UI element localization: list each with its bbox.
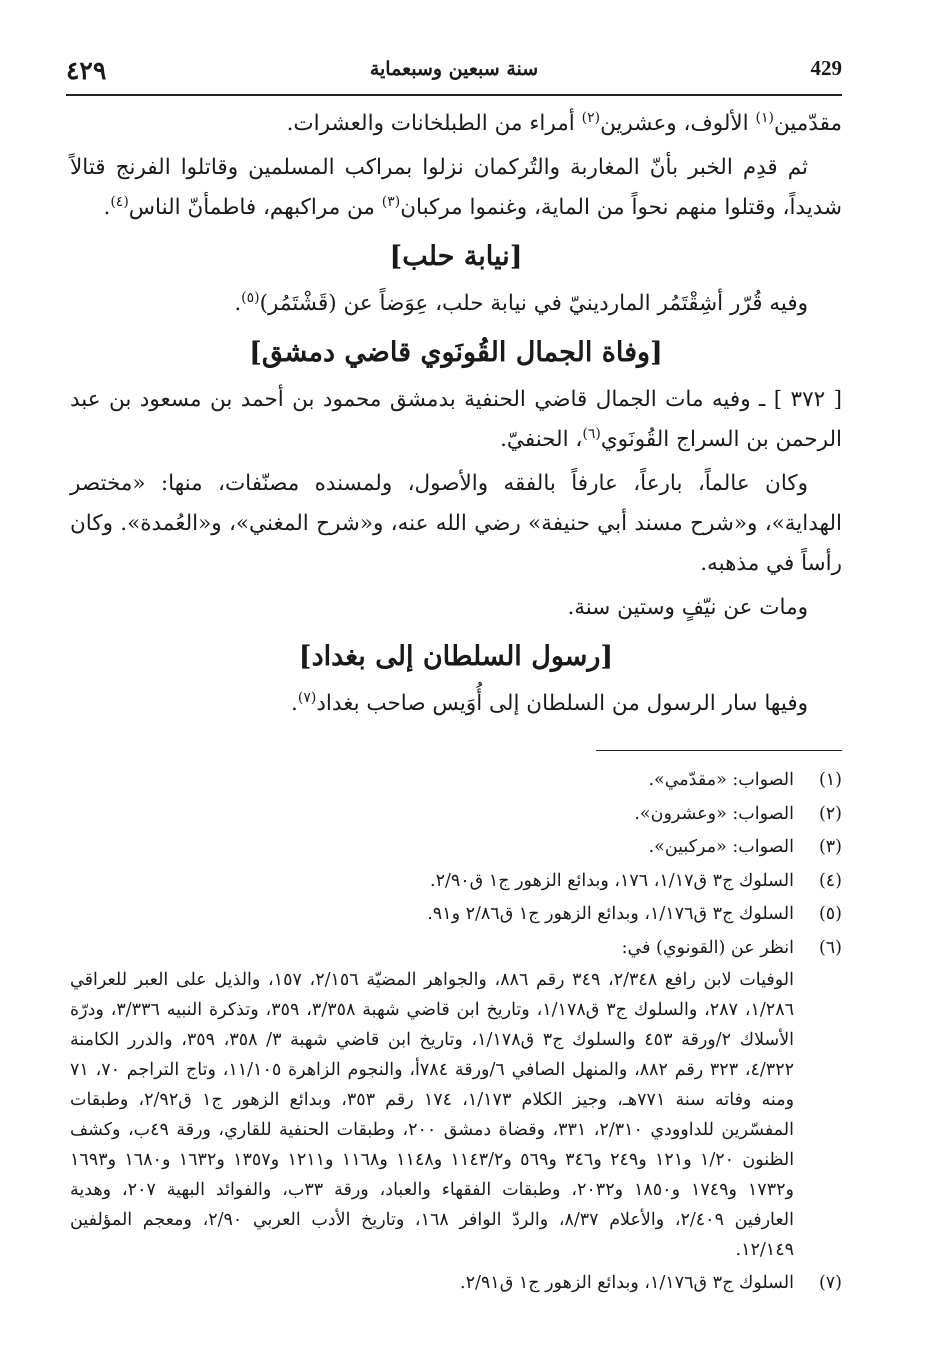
footnote-number: (٤) (818, 870, 842, 891)
text: أمراء من الطبلخانات والعشرات. (286, 111, 582, 136)
footnote-rule (596, 750, 842, 751)
text: مقدّمين (773, 111, 842, 136)
text: . (291, 691, 298, 716)
footnote-text: انظر عن (القونوي) في: (621, 937, 794, 958)
section-heading-aleppo: [نيابة حلب] (389, 241, 523, 272)
text: وفيها سار الرسول من السلطان إلى أُوَيس صاحب بغداد (316, 691, 808, 716)
main-text (70, 104, 842, 728)
footnote-number: (٦) (818, 937, 842, 958)
text: . (103, 195, 111, 220)
footnote-text: الصواب: «مقدّمي». (648, 770, 794, 790)
footnote-4 (70, 865, 842, 899)
running-title: سنة سبعين وسبعماية (369, 58, 539, 80)
paragraph-1 (70, 104, 842, 144)
text: ، الحنفيّ. (500, 427, 583, 452)
page-number-latin: 429 (810, 56, 842, 80)
footnote-ref-5[interactable]: (٥) (241, 289, 260, 306)
footnote-text: السلوك ج٣ ق١/١٧، ١٧٦، وبدائع الزهور ج١ ق٢/٩٠. (429, 870, 794, 891)
footnote-ref-2[interactable]: (٢) (581, 109, 601, 126)
text: . (234, 291, 242, 316)
footnote-text: الصواب: «مركبين». (648, 837, 794, 857)
footnote-text: السلوك ج٣ ق١/١٧٦، وبدائع الزهور ج١ ق٢/٩١. (460, 1273, 794, 1293)
footnote-number: (١) (818, 770, 842, 790)
paragraph-4 (70, 380, 842, 460)
running-header (66, 56, 842, 92)
footnote-number: (٧) (818, 1273, 842, 1293)
footnote-text: السلوك ج٣ ق١/١٧٦، وبدائع الزهور ج١ ق٢/٨٦ و٩١. (427, 904, 794, 924)
footnote-number: (٢) (818, 803, 842, 824)
footnote-ref-7[interactable]: (٧) (297, 689, 317, 706)
text: من مراكبهم، فاطمأنّ الناس (128, 195, 382, 220)
footnotes (70, 764, 842, 1301)
text: [ ٣٧٢ ] ـ وفيه مات الجمال قاضي الحنفية بدمشق محمود بن أحمد بن مسعود بن عبد الرحمن بن السراج القُونَوي (70, 387, 842, 452)
footnote-ref-1[interactable]: (١) (755, 109, 774, 126)
section-heading-qunawi: [وفاة الجمال القُونَوي قاضي دمشق] (249, 337, 663, 368)
footnote-2 (70, 798, 842, 832)
paragraph-6: ومات عن نيّفٍ وستين سنة. (567, 595, 808, 620)
footnote-6 (70, 932, 842, 966)
footnote-ref-6[interactable]: (٦) (582, 425, 601, 442)
paragraph-5: وكان عالماً، بارعاً، عارفاً بالفقه والأصول، ولمسنده مصنّفات، منها: «مختصر الهداية»، و«شرح مسند أبي حنيفة» رضي الله عنه، و«شرح المغني»، و«العُمدة». وكان رأساً في مذهبه. (70, 471, 842, 576)
text: الألوف، وعشرين (600, 111, 756, 136)
page-number-arabic: ٤٢٩ (66, 56, 107, 85)
footnote-6-references: الوفيات لابن رافع ٢/٣٤٨، ٣٤٩ رقم ٨٨٦، والجواهر المضيّة ٢/١٥٦، ١٥٧، والذيل على العبر للعراقي ١/٢٨٦، ٢٨٧، والسلوك ج٣ ق١/١٧٨، وتاريخ ابن قاضي شهبة ٣/٣٥٨، ٣٥٩، وتذكرة النبيه ٣/٣٣٦، ودرّة الأسلاك ٢/ورقة ٤٥٣ والسلوك ج٣ ق١/١٧٨، وتاريخ ابن قاضي شهبة ٣/ ٣٥٨، ٣٥٩، والدرر الكامنة ٤/٣٢٢، ٣٢٣ رقم ٨٨٢، والمنهل الصافي ٦/ورقة ٧٨٤أ، والنجوم الزاهرة ١١/١٠٥، وتاج التراجم ٧٠، ٧١ ومنه وفاته سنة ٧٧١هـ، وجيز الكلام ١/١٧٣، ١٧٤ رقم ٣٥٣، وبدائع الزهور ج١ ق٢/٩٢، وطبقات المفسّرين للداوودي ٢/٣١٠، ٣٣١، وقضاة دمشق ٢٠٠، وطبقات الحنفية للقاري، ورقة ٤٩ب، وكشف الظنون ١/٢٠ و١٢١ و٢٤٩ و٣٤٦ و٥٦٩ و١١٤٣/٢ و١١٤٨ و١١٦٨ و١٢١١ و١٣٥٧ و١٦٣٢ و١٦٨٠ و١٦٩٣ و١٧٣٢ و١٧٤٩ و١٨٥٠ و٢٠٣٢، وطبقات الفقهاء والعباد، ورقة ٣٣ب، والفوائد البهية ٢٠٧، وهدية العارفين ٢/٤٠٩، والأعلام ٨/٣٧، والردّ الوافر ١٦٨، وتاريخ الأدب العربي ٢/٩٠، ومعجم المؤلفين ١٢/١٤٩. (70, 970, 795, 1260)
paragraph-2 (70, 148, 842, 228)
footnote-ref-3[interactable]: (٣) (381, 193, 401, 210)
footnote-number: (٣) (818, 837, 842, 857)
footnote-text: الصواب: «وعشرون». (634, 803, 794, 824)
footnote-ref-4[interactable]: (٤) (110, 193, 129, 210)
text: ثم قدِم الخبر بأنّ المغاربة والتُركمان نزلوا بمراكب المسلمين وقاتلوا الفرنج قتالاً شديداً، وقتلوا منهم نحواً من الماية، وغنموا مركبان (70, 155, 842, 220)
footnote-5 (70, 898, 842, 932)
footnote-7 (70, 1267, 842, 1301)
paragraph-3 (70, 284, 842, 324)
footnote-number: (٥) (818, 904, 842, 924)
section-heading-baghdad: [رسول السلطان إلى بغداد] (298, 641, 614, 672)
footnote-1 (70, 764, 842, 798)
header-rule (66, 94, 842, 96)
footnote-3 (70, 831, 842, 865)
paragraph-7 (70, 684, 842, 724)
text: وفيه قُرّر أشِقْتَمُر الماردينيّ في نيابة حلب، عِوَضاً عن (قَشْتَمُر) (259, 291, 808, 316)
